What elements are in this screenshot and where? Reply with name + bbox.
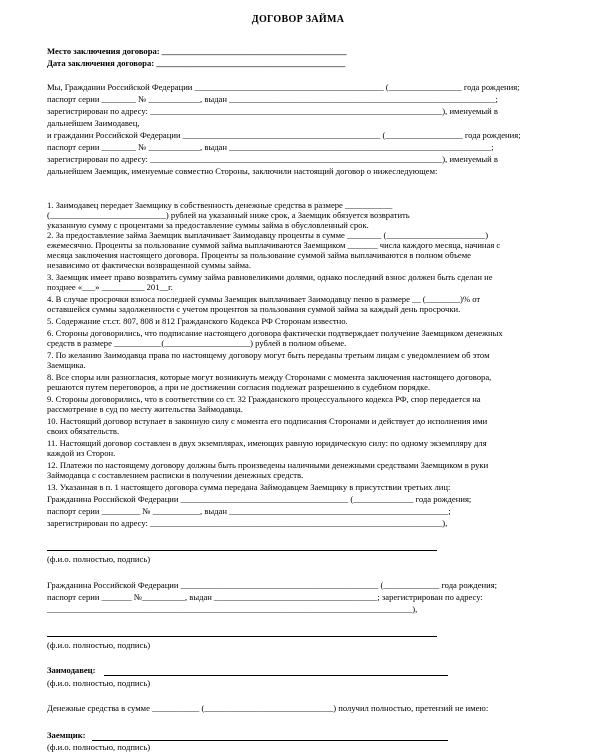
parties-line: Мы, Граждании Российской Федерации ____________________________________________ (_________________ года рождения; [47, 82, 520, 92]
parties-line: дальнейшем Заемщик, именуемые совместно Стороны, заключили настоящий договор о нижеследующем: [47, 166, 438, 176]
clause-line: месяца заключения настоящего договора. Проценты за пользование суммой займа выплачиваются в полном объеме [47, 250, 471, 260]
clause-line: (___________________________) рублей на указанный ниже срок, а Заемщик обязуется возвратить [47, 210, 410, 220]
clause-line: 3. Заемщик имеет право возвратить сумму займа равновеликими долями, однако последний взнос должен быть сделан не [47, 272, 493, 282]
clause-line: зарегистрирован по адресу: ____________________________________________________________________), [47, 518, 448, 528]
clause-line: позднее «___» __________ 201__г. [47, 282, 173, 292]
place-of-contract-line: Место заключения договора: ___________________________________________ [47, 46, 347, 56]
witness-line: _____________________________________________________________________________________), [47, 604, 418, 614]
lender-signature-line[interactable] [104, 675, 448, 676]
borrower-signature-line[interactable] [92, 740, 448, 741]
signature-line[interactable] [47, 636, 437, 637]
clause-line: 9. Стороны договорились, что в соответствии со ст. 32 Гражданского процессуального кодекса РФ, спор передается на [47, 394, 481, 404]
clause-line: решаются путем переговоров, а при не достижении согласия подлежат разрешению в судебном порядке. [47, 382, 431, 392]
clause-line: рассмотрение в суд по месту жительства Займодавца. [47, 404, 243, 414]
date-of-contract-line: Дата заключения договора: ____________________________________________ [47, 58, 346, 68]
clause-line: 10. Настоящий договор вступает в законную силу с момента его подписания Сторонами и действует до исполнения ими [47, 416, 488, 426]
clause-line: 13. Указанная в п. 1 настоящего договора сумма передана Займодавцем Заемщику в присутствии третьих лиц: [47, 482, 451, 492]
money-received-line: Денежные средства в сумме ___________ (______________________________) получил полностью, претензий не имею: [47, 703, 489, 713]
parties-line: и гражданин Российской Федерации ______________________________________________ (__________________ года рождения; [47, 130, 521, 140]
clause-line: 8. Все споры или разногласия, которые могут возникнуть между Сторонами с момента заключения настоящего договора, [47, 372, 492, 382]
signature-caption: (ф.и.о. полностью, подпись) [47, 640, 151, 650]
clause-line: оставшейся суммы задолженности с учетом процентов за пользования суммой займа за каждый день просрочки. [47, 304, 461, 314]
signature-caption: (ф.и.о. полностью, подпись) [47, 742, 151, 752]
parties-line: дальнейшем Заимодавец, [47, 118, 140, 128]
lender-label: Заимодавец: [47, 665, 96, 675]
clause-line: 12. Платежи по настоящему договору должны быть произведены наличными денежными средствами Заемщиком в руки [47, 460, 489, 470]
parties-line: паспорт серии ________ № ____________, выдан ______________________________________________________________; [47, 94, 498, 104]
clause-line: независимо от фактически возвращенной суммы займа. [47, 260, 252, 270]
clause-line: Заемщика. [47, 360, 86, 370]
signature-caption: (ф.и.о. полностью, подпись) [47, 678, 151, 688]
clause-line: ежемесячно. Проценты за пользование суммой займа выплачиваются Заемщиком _______ числа каждого месяца, начиная с [47, 240, 501, 250]
parties-line: зарегистрирован по адресу: ____________________________________________________________________), именуемый в [47, 154, 498, 164]
clause-line: 5. Содержание ст.ст. 807, 808 и 812 Гражданского Кодекса РФ Сторонам известно. [47, 316, 348, 326]
witness-line: паспорт серии _______ №__________, выдан ______________________________________; зарегистрирован по адресу: [47, 592, 483, 602]
clause-line: каждой из Сторон. [47, 448, 116, 458]
borrower-label: Заемщик: [47, 730, 86, 740]
witness-line: Гражданина Российской Федерации ______________________________________________ (_____________ года рождения; [47, 580, 498, 590]
parties-line: паспорт серии ________ № ____________, выдан _____________________________________________________________; [47, 142, 494, 152]
clause-line: 6. Стороны договорились, что подписание настоящего договора фактически подтверждает получение Заемщиком денежных [47, 328, 503, 338]
clause-line: 7. По желанию Заимодавца права по настоящему договору могут быть переданы третьим лицам с уведомлением об этом [47, 350, 490, 360]
clause-line: указанную сумму с процентами за предоставление суммы займа в обусловленный срок. [47, 220, 369, 230]
parties-line: зарегистрирован по адресу: ____________________________________________________________________), именуемый в [47, 106, 498, 116]
clause-line: своих обязательств. [47, 426, 120, 436]
clause-line: 1. Заимодавец передает Заемщику в собственность денежные средства в размере ___________ [47, 200, 393, 210]
signature-line[interactable] [47, 550, 437, 551]
signature-caption: (ф.и.о. полностью, подпись) [47, 554, 151, 564]
document-title: ДОГОВОР ЗАЙМА [251, 14, 345, 25]
clause-line: паспорт серии _________ № ___________, выдан ___________________________________________________; [47, 506, 451, 516]
clause-line: Займодавца с составлением расписки в получении денежных средств. [47, 470, 304, 480]
clause-line: средств в размере ___________(____________________) рублей в полном объеме. [47, 338, 347, 348]
clause-line: 4. В случае просрочки взноса последней суммы Заемщик выплачивает Заимодавцу пеню в размере __ (________)% от [47, 294, 481, 304]
clause-line: Гражданина Российской Федерации _______________________________________ (______________ года рождения; [47, 494, 472, 504]
clause-line: 2. За предоставление займа Заемщик выплачивает Заимодавцу проценты в сумме ________ (_______________________) [47, 230, 489, 240]
clause-line: 11. Настоящий договор составлен в двух экземплярах, имеющих равную юридическую силу: по одному экземпляру для [47, 438, 487, 448]
